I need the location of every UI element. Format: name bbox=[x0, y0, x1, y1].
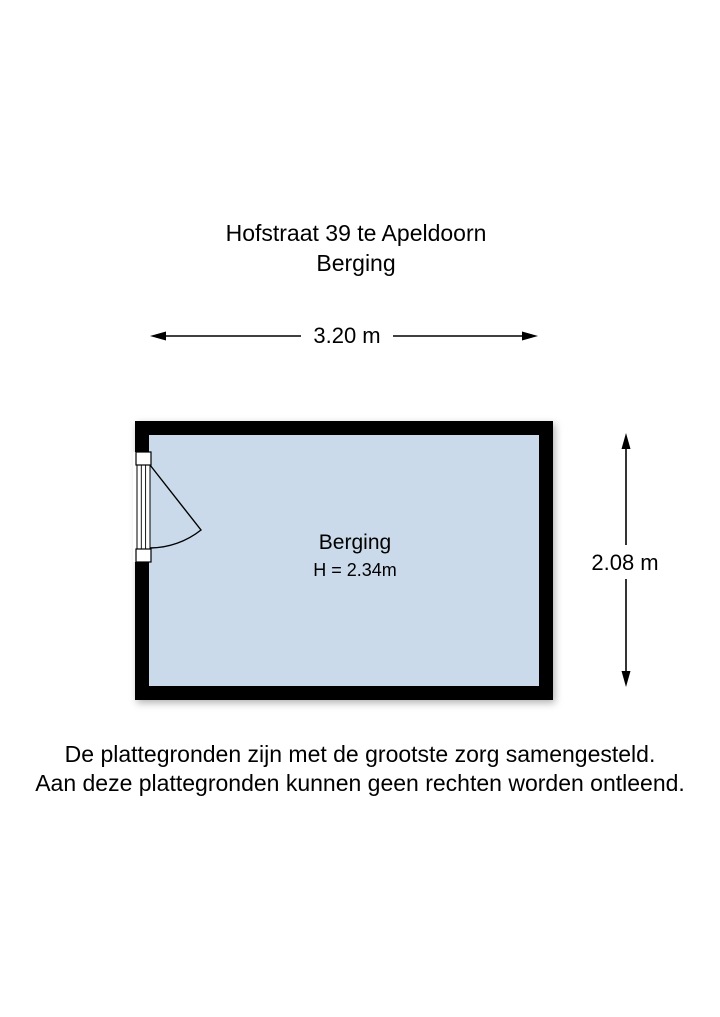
plan-title-room: Berging bbox=[316, 250, 396, 276]
door-post-top bbox=[136, 452, 151, 465]
room-ceiling-height-label: H = 2.34m bbox=[313, 560, 397, 580]
door-post-bottom bbox=[136, 549, 151, 562]
width-dimension-label: 3.20 m bbox=[313, 323, 381, 348]
footer-disclaimer bbox=[0, 740, 720, 798]
room-name-label: Berging bbox=[318, 531, 392, 554]
footer-disclaimer-line1: De plattegronden zijn met de grootste zorg samengesteld. bbox=[64, 741, 656, 767]
height-dimension-label: 2.08 m bbox=[591, 550, 659, 575]
arrow-down-icon bbox=[622, 671, 631, 687]
arrow-right-icon bbox=[522, 332, 538, 341]
plan-title-address: Hofstraat 39 te Apeldoorn bbox=[225, 220, 487, 246]
door-frame bbox=[137, 452, 150, 562]
footer-disclaimer-line2: Aan deze plattegronden kunnen geen rechten worden ontleend. bbox=[35, 770, 685, 796]
